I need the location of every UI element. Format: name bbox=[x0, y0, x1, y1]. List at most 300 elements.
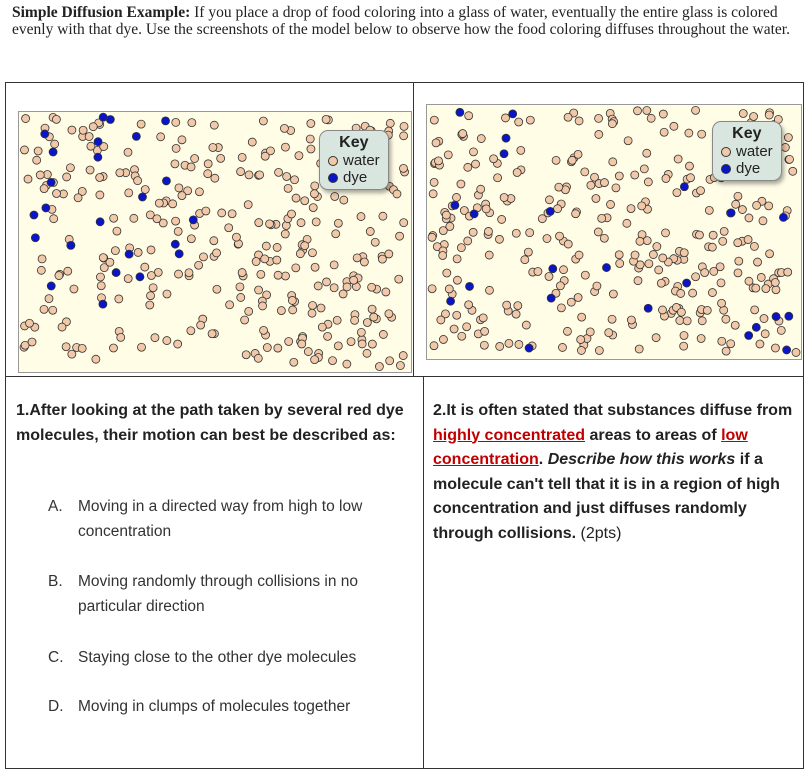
water-molecule bbox=[443, 269, 451, 277]
water-molecule bbox=[40, 305, 48, 313]
water-molecule bbox=[232, 233, 240, 241]
water-molecule bbox=[717, 279, 725, 287]
water-molecule bbox=[213, 249, 221, 257]
water-molecule bbox=[595, 130, 603, 138]
water-molecule bbox=[428, 233, 436, 241]
option-letter: D. bbox=[48, 698, 64, 715]
water-molecule bbox=[199, 253, 207, 261]
water-molecule bbox=[631, 171, 639, 179]
water-molecule bbox=[99, 254, 107, 262]
water-molecule bbox=[163, 290, 171, 298]
water-molecule bbox=[137, 120, 145, 128]
water-molecule bbox=[738, 206, 746, 214]
water-molecule bbox=[304, 348, 312, 356]
water-molecule bbox=[752, 284, 760, 292]
water-molecule bbox=[197, 321, 205, 329]
dye-molecule bbox=[112, 269, 120, 277]
key-title: Key bbox=[732, 125, 762, 142]
water-molecule bbox=[640, 165, 648, 173]
question-1 bbox=[16, 399, 411, 448]
water-molecule bbox=[616, 259, 624, 267]
water-molecule bbox=[257, 270, 265, 278]
water-molecule bbox=[284, 184, 292, 192]
option-text: Moving randomly through collisions in no particular direction bbox=[78, 573, 359, 615]
water-molecule bbox=[331, 192, 339, 200]
key-water bbox=[721, 143, 773, 160]
water-molecule bbox=[368, 283, 376, 291]
water-molecule bbox=[323, 278, 331, 286]
water-molecule bbox=[574, 293, 582, 301]
water-molecule bbox=[236, 283, 244, 291]
water-molecule bbox=[353, 254, 361, 262]
q2-text: 2.It is often stated that substances diffuse from bbox=[433, 402, 793, 419]
dye-molecule bbox=[189, 216, 197, 224]
water-molecule bbox=[58, 323, 66, 331]
water-molecule bbox=[485, 286, 493, 294]
water-molecule bbox=[141, 185, 149, 193]
water-molecule bbox=[494, 174, 502, 182]
water-molecule bbox=[66, 164, 74, 172]
q2-highlight-low: low concentration bbox=[433, 426, 748, 468]
water-molecule bbox=[732, 200, 740, 208]
water-molecule bbox=[275, 168, 283, 176]
dye-molecule bbox=[162, 117, 170, 125]
water-molecule bbox=[334, 342, 342, 350]
dye-molecule bbox=[94, 138, 102, 146]
water-molecule bbox=[643, 106, 651, 114]
water-molecule bbox=[204, 160, 212, 168]
water-molecule bbox=[524, 248, 532, 256]
water-molecule bbox=[718, 299, 726, 307]
water-molecule bbox=[363, 319, 371, 327]
water-molecule bbox=[49, 306, 57, 314]
water-molecule bbox=[296, 250, 304, 258]
water-molecule bbox=[575, 117, 583, 125]
water-molecule bbox=[368, 340, 376, 348]
water-molecule bbox=[317, 304, 325, 312]
water-molecule bbox=[560, 266, 568, 274]
water-molecule bbox=[329, 357, 337, 365]
water-molecule bbox=[484, 227, 492, 235]
water-molecule bbox=[347, 338, 355, 346]
water-molecule bbox=[130, 214, 138, 222]
worksheet-table bbox=[5, 82, 804, 769]
water-molecule bbox=[396, 232, 404, 240]
dye-molecule bbox=[132, 132, 140, 140]
water-molecule bbox=[680, 249, 688, 257]
water-molecule bbox=[709, 231, 717, 239]
water-molecule bbox=[277, 307, 285, 315]
water-molecule bbox=[757, 273, 765, 281]
water-molecule bbox=[252, 258, 260, 266]
water-molecule bbox=[147, 246, 155, 254]
question-2 bbox=[433, 399, 798, 546]
water-molecule bbox=[485, 251, 493, 259]
water-molecule bbox=[244, 201, 252, 209]
water-molecule bbox=[174, 340, 182, 348]
key-water-label: water bbox=[736, 143, 773, 160]
water-molecule bbox=[517, 146, 525, 154]
water-molecule bbox=[615, 251, 623, 259]
water-molecule bbox=[87, 142, 95, 150]
water-molecule bbox=[556, 282, 564, 290]
dye-molecule bbox=[138, 193, 146, 201]
key-water bbox=[328, 152, 380, 169]
water-molecule bbox=[400, 122, 408, 130]
water-dot-icon bbox=[721, 147, 731, 157]
water-molecule bbox=[575, 251, 583, 259]
water-molecule bbox=[677, 308, 685, 316]
water-molecule bbox=[330, 261, 338, 269]
water-molecule bbox=[627, 205, 635, 213]
water-molecule bbox=[175, 184, 183, 192]
water-molecule bbox=[375, 363, 383, 371]
water-molecule bbox=[695, 231, 703, 239]
water-molecule bbox=[188, 119, 196, 127]
water-molecule bbox=[172, 217, 180, 225]
water-molecule bbox=[153, 215, 161, 223]
water-molecule bbox=[434, 157, 442, 165]
water-molecule bbox=[677, 289, 685, 297]
water-molecule bbox=[722, 315, 730, 323]
water-molecule bbox=[465, 301, 473, 309]
water-molecule bbox=[718, 337, 726, 345]
water-molecule bbox=[86, 166, 94, 174]
water-molecule bbox=[708, 243, 716, 251]
water-molecule bbox=[172, 144, 180, 152]
water-molecule bbox=[63, 173, 71, 181]
key-water-label: water bbox=[343, 152, 380, 169]
intro-paragraph bbox=[12, 4, 792, 38]
water-molecule bbox=[581, 271, 589, 279]
water-molecule bbox=[211, 174, 219, 182]
legend-key bbox=[319, 130, 389, 190]
water-molecule bbox=[40, 185, 48, 193]
water-molecule bbox=[765, 202, 773, 210]
water-molecule bbox=[658, 306, 666, 314]
dye-dot-icon bbox=[721, 164, 731, 174]
water-molecule bbox=[472, 160, 480, 168]
water-molecule bbox=[263, 344, 271, 352]
water-molecule bbox=[577, 346, 585, 354]
dye-molecule bbox=[31, 234, 39, 242]
water-molecule bbox=[556, 232, 564, 240]
water-molecule bbox=[496, 342, 504, 350]
water-molecule bbox=[281, 230, 289, 238]
water-molecule bbox=[366, 227, 374, 235]
water-molecule bbox=[722, 347, 730, 355]
water-molecule bbox=[526, 229, 534, 237]
water-molecule bbox=[659, 254, 667, 262]
water-molecule bbox=[124, 148, 132, 156]
dye-molecule bbox=[175, 250, 183, 258]
water-molecule bbox=[281, 272, 289, 280]
water-molecule bbox=[125, 189, 133, 197]
water-molecule bbox=[333, 316, 341, 324]
water-molecule bbox=[368, 305, 376, 313]
water-molecule bbox=[330, 284, 338, 292]
water-molecule bbox=[314, 282, 322, 290]
water-molecule bbox=[744, 236, 752, 244]
water-molecule bbox=[289, 306, 297, 314]
water-molecule bbox=[430, 178, 438, 186]
water-molecule bbox=[545, 272, 553, 280]
water-molecule bbox=[430, 342, 438, 350]
water-molecule bbox=[204, 170, 212, 178]
water-molecule bbox=[147, 292, 155, 300]
water-molecule bbox=[283, 173, 291, 181]
water-molecule bbox=[169, 200, 177, 208]
water-molecule bbox=[370, 313, 378, 321]
water-molecule bbox=[515, 340, 523, 348]
water-molecule bbox=[458, 332, 466, 340]
water-molecule bbox=[745, 214, 753, 222]
water-molecule bbox=[734, 192, 742, 200]
water-molecule bbox=[38, 255, 46, 263]
water-molecule bbox=[187, 327, 195, 335]
water-molecule bbox=[439, 227, 447, 235]
water-molecule bbox=[259, 302, 267, 310]
key-dye-label: dye bbox=[343, 169, 368, 186]
water-molecule bbox=[428, 285, 436, 293]
water-molecule bbox=[685, 129, 693, 137]
water-molecule bbox=[138, 343, 146, 351]
water-molecule bbox=[185, 269, 193, 277]
water-molecule bbox=[719, 237, 727, 245]
water-molecule bbox=[568, 156, 576, 164]
water-molecule bbox=[593, 282, 601, 290]
water-molecule bbox=[765, 111, 773, 119]
water-molecule bbox=[452, 193, 460, 201]
water-molecule bbox=[739, 109, 747, 117]
dye-molecule bbox=[602, 264, 610, 272]
water-molecule bbox=[149, 284, 157, 292]
dye-molecule bbox=[509, 110, 517, 118]
water-molecule bbox=[307, 145, 315, 153]
water-molecule bbox=[110, 214, 118, 222]
water-molecule bbox=[307, 120, 315, 128]
water-molecule bbox=[429, 190, 437, 198]
water-molecule bbox=[673, 189, 681, 197]
water-molecule bbox=[453, 311, 461, 319]
water-molecule bbox=[70, 285, 78, 293]
water-molecule bbox=[705, 206, 713, 214]
dye-molecule bbox=[644, 304, 652, 312]
water-molecule bbox=[248, 138, 256, 146]
water-molecule bbox=[36, 171, 44, 179]
water-molecule bbox=[761, 330, 769, 338]
water-molecule bbox=[53, 190, 61, 198]
dye-molecule bbox=[162, 177, 170, 185]
water-molecule bbox=[301, 242, 309, 250]
water-molecule bbox=[28, 338, 36, 346]
water-molecule bbox=[255, 286, 263, 294]
water-molecule bbox=[21, 146, 29, 154]
water-molecule bbox=[445, 285, 453, 293]
water-molecule bbox=[631, 251, 639, 259]
water-molecule bbox=[538, 215, 546, 223]
water-molecule bbox=[85, 133, 93, 141]
water-molecule bbox=[608, 315, 616, 323]
water-molecule bbox=[442, 211, 450, 219]
water-molecule bbox=[363, 349, 371, 357]
water-molecule bbox=[439, 335, 447, 343]
water-molecule bbox=[784, 133, 792, 141]
water-molecule bbox=[598, 214, 606, 222]
water-molecule bbox=[612, 184, 620, 192]
option-text: Moving in clumps of molecules together bbox=[78, 698, 351, 715]
water-molecule bbox=[115, 295, 123, 303]
water-molecule bbox=[697, 187, 705, 195]
water-molecule bbox=[731, 321, 739, 329]
water-molecule bbox=[218, 209, 226, 217]
dye-molecule bbox=[41, 130, 49, 138]
water-molecule bbox=[238, 269, 246, 277]
water-molecule bbox=[309, 301, 317, 309]
water-molecule bbox=[753, 201, 761, 209]
water-molecule bbox=[64, 267, 72, 275]
water-molecule bbox=[453, 255, 461, 263]
water-molecule bbox=[522, 321, 530, 329]
water-molecule bbox=[241, 316, 249, 324]
water-molecule bbox=[318, 323, 326, 331]
water-molecule bbox=[117, 333, 125, 341]
water-molecule bbox=[624, 137, 632, 145]
water-molecule bbox=[306, 135, 314, 143]
water-molecule bbox=[273, 243, 281, 251]
water-molecule bbox=[750, 242, 758, 250]
key-dye-label: dye bbox=[736, 160, 761, 177]
water-molecule bbox=[515, 118, 523, 126]
water-molecule bbox=[109, 344, 117, 352]
water-molecule bbox=[554, 205, 562, 213]
water-molecule bbox=[51, 140, 59, 148]
water-molecule bbox=[480, 341, 488, 349]
water-molecule bbox=[501, 114, 509, 122]
water-molecule bbox=[378, 255, 386, 263]
water-molecule bbox=[670, 122, 678, 130]
water-molecule bbox=[513, 168, 521, 176]
water-molecule bbox=[146, 301, 154, 309]
water-molecule bbox=[208, 330, 216, 338]
water-molecule bbox=[157, 133, 165, 141]
water-molecule bbox=[521, 256, 529, 264]
water-molecule bbox=[379, 212, 387, 220]
water-molecule bbox=[175, 270, 183, 278]
water-molecule bbox=[360, 258, 368, 266]
water-molecule bbox=[756, 340, 764, 348]
dye-molecule bbox=[772, 313, 780, 321]
water-molecule bbox=[627, 316, 635, 324]
water-molecule bbox=[727, 340, 735, 348]
water-molecule bbox=[171, 160, 179, 168]
water-molecule bbox=[503, 301, 511, 309]
water-molecule bbox=[285, 337, 293, 345]
water-molecule bbox=[245, 171, 253, 179]
dye-molecule bbox=[42, 204, 50, 212]
water-molecule bbox=[393, 190, 401, 198]
water-molecule bbox=[545, 196, 553, 204]
legend-key bbox=[712, 121, 782, 181]
water-molecule bbox=[555, 183, 563, 191]
simulation-screenshot-later bbox=[426, 104, 802, 360]
water-molecule bbox=[273, 256, 281, 264]
water-molecule bbox=[245, 307, 253, 315]
water-molecule bbox=[652, 334, 660, 342]
dye-molecule bbox=[67, 241, 75, 249]
water-molecule bbox=[379, 330, 387, 338]
water-molecule bbox=[350, 276, 358, 284]
water-molecule bbox=[237, 168, 245, 176]
water-molecule bbox=[607, 200, 615, 208]
q2-points: (2pts) bbox=[576, 524, 622, 542]
water-molecule bbox=[653, 243, 661, 251]
water-molecule bbox=[308, 249, 316, 257]
water-molecule bbox=[581, 168, 589, 176]
water-molecule bbox=[750, 113, 758, 121]
water-molecule bbox=[432, 139, 440, 147]
dye-molecule bbox=[99, 300, 107, 308]
water-molecule bbox=[505, 339, 513, 347]
water-molecule bbox=[291, 176, 299, 184]
water-molecule bbox=[469, 148, 477, 156]
water-molecule bbox=[457, 244, 465, 252]
water-molecule bbox=[141, 263, 149, 271]
water-molecule bbox=[662, 174, 670, 182]
water-molecule bbox=[334, 219, 342, 227]
water-molecule bbox=[543, 235, 551, 243]
divider bbox=[6, 376, 803, 377]
water-molecule bbox=[124, 275, 132, 283]
water-molecule bbox=[357, 213, 365, 221]
water-molecule bbox=[311, 182, 319, 190]
water-molecule bbox=[477, 135, 485, 143]
water-molecule bbox=[734, 239, 742, 247]
water-molecule bbox=[172, 118, 180, 126]
water-molecule bbox=[701, 269, 709, 277]
water-molecule bbox=[649, 251, 657, 259]
water-molecule bbox=[564, 113, 572, 121]
water-molecule bbox=[78, 344, 86, 352]
water-molecule bbox=[395, 275, 403, 283]
water-molecule bbox=[242, 351, 250, 359]
dye-molecule bbox=[546, 207, 554, 215]
water-molecule bbox=[254, 354, 262, 362]
water-molecule bbox=[720, 227, 728, 235]
water-molecule bbox=[195, 188, 203, 196]
dye-molecule bbox=[96, 218, 104, 226]
water-molecule bbox=[514, 302, 522, 310]
water-molecule bbox=[657, 279, 665, 287]
dye-molecule bbox=[779, 213, 787, 221]
water-molecule bbox=[558, 343, 566, 351]
water-molecule bbox=[210, 237, 218, 245]
dye-molecule bbox=[451, 201, 459, 209]
option-text: Moving in a directed way from high to low concentration bbox=[78, 498, 363, 540]
dye-molecule bbox=[500, 150, 508, 158]
water-molecule bbox=[116, 169, 124, 177]
water-molecule bbox=[692, 106, 700, 114]
water-molecule bbox=[557, 304, 565, 312]
water-molecule bbox=[400, 219, 408, 227]
water-molecule bbox=[771, 344, 779, 352]
water-molecule bbox=[698, 317, 706, 325]
dye-molecule bbox=[783, 346, 791, 354]
water-molecule bbox=[187, 163, 195, 171]
water-molecule bbox=[187, 235, 195, 243]
water-molecule bbox=[210, 121, 218, 129]
water-molecule bbox=[759, 217, 767, 225]
